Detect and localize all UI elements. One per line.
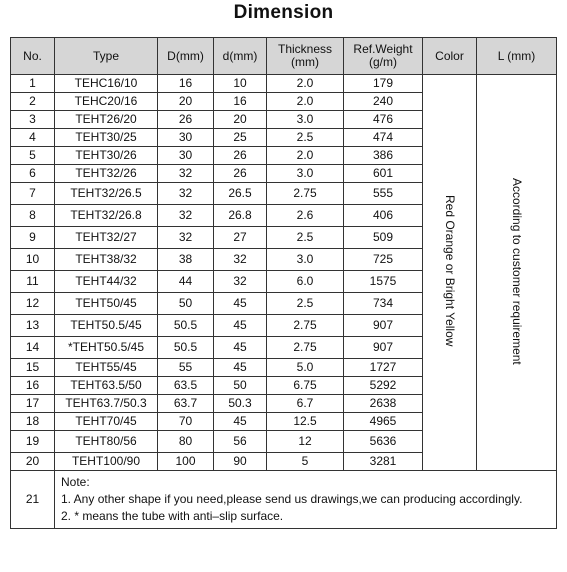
- cell-inner-diameter: 45: [214, 359, 267, 377]
- cell-weight: 1575: [344, 271, 423, 293]
- cell-weight: 4965: [344, 413, 423, 431]
- table-body: [11, 75, 557, 529]
- color-cell: [423, 75, 477, 471]
- cell-outer-diameter: 80: [158, 431, 214, 453]
- cell-no: 6: [11, 165, 55, 183]
- cell-type: TEHT100/90: [55, 453, 158, 471]
- cell-inner-diameter: 56: [214, 431, 267, 453]
- cell-no: 7: [11, 183, 55, 205]
- cell-weight: 240: [344, 93, 423, 111]
- note-row: [11, 471, 557, 529]
- note-text: [55, 471, 557, 529]
- cell-type: TEHT32/26.8: [55, 205, 158, 227]
- cell-weight: 5292: [344, 377, 423, 395]
- cell-type: TEHT26/20: [55, 111, 158, 129]
- cell-outer-diameter: 26: [158, 111, 214, 129]
- cell-weight: 2638: [344, 395, 423, 413]
- cell-no: 2: [11, 93, 55, 111]
- cell-weight: 179: [344, 75, 423, 93]
- cell-weight: 476: [344, 111, 423, 129]
- cell-weight: 3281: [344, 453, 423, 471]
- cell-inner-diameter: 26.5: [214, 183, 267, 205]
- cell-inner-diameter: 50.3: [214, 395, 267, 413]
- cell-type: TEHT50/45: [55, 293, 158, 315]
- cell-type: TEHT63.7/50.3: [55, 395, 158, 413]
- cell-no: 8: [11, 205, 55, 227]
- header-row: [11, 38, 557, 75]
- cell-type: TEHT70/45: [55, 413, 158, 431]
- header-color: Color: [423, 38, 477, 75]
- header-thickness-unit: (mm): [291, 55, 319, 69]
- header-weight-unit: (g/m): [369, 55, 397, 69]
- cell-thickness: 5: [267, 453, 344, 471]
- cell-outer-diameter: 50.5: [158, 337, 214, 359]
- cell-thickness: 2.75: [267, 337, 344, 359]
- cell-thickness: 2.0: [267, 75, 344, 93]
- cell-no: 20: [11, 453, 55, 471]
- cell-outer-diameter: 38: [158, 249, 214, 271]
- cell-no: 5: [11, 147, 55, 165]
- cell-weight: 386: [344, 147, 423, 165]
- cell-inner-diameter: 45: [214, 413, 267, 431]
- cell-type: TEHT55/45: [55, 359, 158, 377]
- cell-outer-diameter: 63.7: [158, 395, 214, 413]
- cell-no: 18: [11, 413, 55, 431]
- cell-weight: 725: [344, 249, 423, 271]
- cell-type: TEHC16/10: [55, 75, 158, 93]
- header-no: No.: [11, 38, 55, 75]
- header-type: Type: [55, 38, 158, 75]
- cell-thickness: 3.0: [267, 111, 344, 129]
- cell-outer-diameter: 32: [158, 205, 214, 227]
- cell-outer-diameter: 100: [158, 453, 214, 471]
- cell-thickness: 2.0: [267, 93, 344, 111]
- cell-outer-diameter: 44: [158, 271, 214, 293]
- cell-type: TEHT32/26: [55, 165, 158, 183]
- cell-type: TEHT30/25: [55, 129, 158, 147]
- cell-outer-diameter: 16: [158, 75, 214, 93]
- cell-no: 12: [11, 293, 55, 315]
- cell-thickness: 6.75: [267, 377, 344, 395]
- cell-inner-diameter: 10: [214, 75, 267, 93]
- cell-outer-diameter: 63.5: [158, 377, 214, 395]
- cell-outer-diameter: 30: [158, 129, 214, 147]
- cell-weight: 555: [344, 183, 423, 205]
- cell-thickness: 12.5: [267, 413, 344, 431]
- cell-outer-diameter: 55: [158, 359, 214, 377]
- cell-type: TEHT50.5/45: [55, 315, 158, 337]
- cell-thickness: 2.5: [267, 129, 344, 147]
- cell-no: 13: [11, 315, 55, 337]
- cell-weight: 907: [344, 315, 423, 337]
- cell-inner-diameter: 45: [214, 315, 267, 337]
- cell-thickness: 3.0: [267, 165, 344, 183]
- cell-thickness: 6.7: [267, 395, 344, 413]
- cell-weight: 907: [344, 337, 423, 359]
- cell-outer-diameter: 20: [158, 93, 214, 111]
- length-cell: [477, 75, 557, 471]
- cell-thickness: 2.75: [267, 183, 344, 205]
- cell-type: TEHT63.5/50: [55, 377, 158, 395]
- cell-no: 4: [11, 129, 55, 147]
- cell-thickness: 12: [267, 431, 344, 453]
- color-value: Red Orange or Bright Yellow: [443, 195, 457, 347]
- cell-type: TEHT32/27: [55, 227, 158, 249]
- cell-outer-diameter: 32: [158, 227, 214, 249]
- cell-weight: 1727: [344, 359, 423, 377]
- cell-no: 19: [11, 431, 55, 453]
- note-line2: 2. * means the tube with anti–slip surface.: [61, 509, 284, 523]
- cell-thickness: 2.5: [267, 227, 344, 249]
- cell-thickness: 6.0: [267, 271, 344, 293]
- note-label: Note:: [61, 475, 90, 489]
- cell-weight: 5636: [344, 431, 423, 453]
- cell-no: 14: [11, 337, 55, 359]
- cell-no: 9: [11, 227, 55, 249]
- note-line1: 1. Any other shape if you need,please send us drawings,we can producing accordingly.: [61, 492, 523, 506]
- cell-inner-diameter: 90: [214, 453, 267, 471]
- cell-no: 1: [11, 75, 55, 93]
- cell-thickness: 5.0: [267, 359, 344, 377]
- cell-no: 15: [11, 359, 55, 377]
- cell-thickness: 2.75: [267, 315, 344, 337]
- header-weight-label: Ref.Weight: [353, 42, 413, 56]
- table-row: [11, 75, 557, 93]
- cell-no: 11: [11, 271, 55, 293]
- header-weight: [344, 38, 423, 75]
- note-number: 21: [11, 471, 55, 529]
- cell-inner-diameter: 32: [214, 249, 267, 271]
- cell-type: TEHT38/32: [55, 249, 158, 271]
- cell-outer-diameter: 32: [158, 165, 214, 183]
- cell-type: TEHT80/56: [55, 431, 158, 453]
- length-value: According to customer requirement: [510, 177, 524, 365]
- cell-inner-diameter: 25: [214, 129, 267, 147]
- cell-thickness: 3.0: [267, 249, 344, 271]
- cell-outer-diameter: 70: [158, 413, 214, 431]
- header-thickness: [267, 38, 344, 75]
- cell-no: 10: [11, 249, 55, 271]
- cell-thickness: 2.6: [267, 205, 344, 227]
- cell-outer-diameter: 32: [158, 183, 214, 205]
- cell-thickness: 2.5: [267, 293, 344, 315]
- cell-type: TEHT30/26: [55, 147, 158, 165]
- page-title: Dimension: [233, 2, 334, 23]
- cell-type: TEHT44/32: [55, 271, 158, 293]
- cell-weight: 406: [344, 205, 423, 227]
- cell-inner-diameter: 32: [214, 271, 267, 293]
- cell-inner-diameter: 20: [214, 111, 267, 129]
- cell-inner-diameter: 26: [214, 165, 267, 183]
- cell-weight: 474: [344, 129, 423, 147]
- cell-outer-diameter: 50.5: [158, 315, 214, 337]
- cell-type: *TEHT50.5/45: [55, 337, 158, 359]
- cell-inner-diameter: 27: [214, 227, 267, 249]
- cell-inner-diameter: 26.8: [214, 205, 267, 227]
- cell-weight: 734: [344, 293, 423, 315]
- cell-inner-diameter: 26: [214, 147, 267, 165]
- dimension-table: [10, 37, 557, 529]
- cell-inner-diameter: 16: [214, 93, 267, 111]
- cell-outer-diameter: 50: [158, 293, 214, 315]
- cell-thickness: 2.0: [267, 147, 344, 165]
- header-outer-diameter: D(mm): [158, 38, 214, 75]
- cell-type: TEHC20/16: [55, 93, 158, 111]
- cell-outer-diameter: 30: [158, 147, 214, 165]
- header-thickness-label: Thickness: [277, 42, 333, 56]
- cell-no: 3: [11, 111, 55, 129]
- cell-inner-diameter: 50: [214, 377, 267, 395]
- cell-inner-diameter: 45: [214, 337, 267, 359]
- cell-weight: 509: [344, 227, 423, 249]
- cell-no: 16: [11, 377, 55, 395]
- header-length: L (mm): [477, 38, 557, 75]
- cell-inner-diameter: 45: [214, 293, 267, 315]
- cell-no: 17: [11, 395, 55, 413]
- cell-type: TEHT32/26.5: [55, 183, 158, 205]
- cell-weight: 601: [344, 165, 423, 183]
- header-inner-diameter: d(mm): [214, 38, 267, 75]
